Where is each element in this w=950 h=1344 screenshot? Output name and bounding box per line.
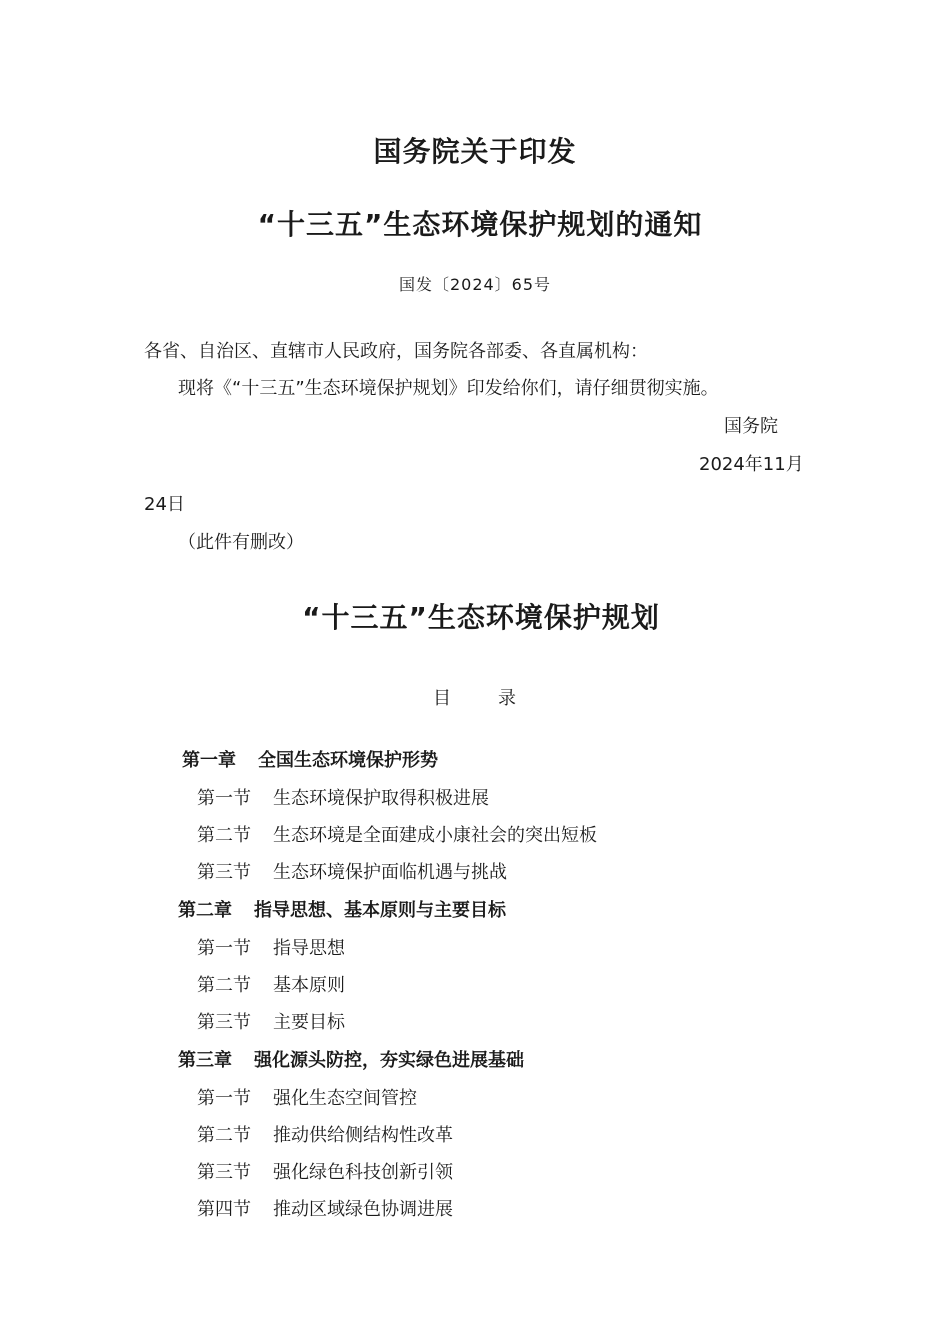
toc-heading-left: 目 xyxy=(433,688,452,709)
section-label: 第三节 xyxy=(197,1162,251,1183)
toc-section[interactable] xyxy=(197,1121,453,1147)
section-label: 第四节 xyxy=(197,1199,251,1220)
section-label: 第三节 xyxy=(197,1012,251,1033)
signer: 国务院 xyxy=(724,416,778,437)
section-label: 第二节 xyxy=(197,825,251,846)
section-label: 第一节 xyxy=(197,938,251,959)
toc-section[interactable] xyxy=(197,971,345,997)
chapter-label: 第二章 xyxy=(178,900,232,921)
chapter-title: 全国生态环境保护形势 xyxy=(258,750,438,771)
toc-section[interactable] xyxy=(197,934,345,960)
date-part1: 2024年11月 xyxy=(699,454,804,475)
date-part2: 24日 xyxy=(144,494,185,515)
toc-section[interactable] xyxy=(197,821,597,847)
notice-title-line1: 国务院关于印发 xyxy=(373,135,577,168)
section-title: 主要目标 xyxy=(273,1012,345,1033)
section-title: 生态环境保护取得积极进展 xyxy=(273,788,489,809)
section-title: 推动区域绿色协调进展 xyxy=(273,1199,453,1220)
section-label: 第三节 xyxy=(197,862,251,883)
section-title: 生态环境是全面建成小康社会的突出短板 xyxy=(273,825,597,846)
chapter-title: 指导思想、基本原则与主要目标 xyxy=(254,900,506,921)
section-title: 强化绿色科技创新引领 xyxy=(273,1162,453,1183)
toc-section[interactable] xyxy=(197,1158,453,1184)
section-title: 强化生态空间管控 xyxy=(273,1088,417,1109)
document-number: 国发〔2024〕65号 xyxy=(398,275,552,294)
section-label: 第二节 xyxy=(197,1125,251,1146)
chapter-title: 强化源头防控，夯实绿色进展基础 xyxy=(254,1050,524,1071)
section-title: 生态环境保护面临机遇与挑战 xyxy=(273,862,507,883)
section-title: 基本原则 xyxy=(273,975,345,996)
chapter-label: 第一章 xyxy=(182,750,236,771)
section-label: 第一节 xyxy=(197,788,251,809)
section-label: 第二节 xyxy=(197,975,251,996)
notice-paragraph: 现将《“十三五”生态环境保护规划》印发给你们，请仔细贯彻实施。 xyxy=(178,378,719,399)
chapter-label: 第三章 xyxy=(178,1050,232,1071)
toc-chapter[interactable] xyxy=(178,896,506,922)
toc-section[interactable] xyxy=(197,1195,453,1221)
toc-heading-right: 录 xyxy=(498,688,517,709)
toc-section[interactable] xyxy=(197,1008,345,1034)
notice-title-line2: “十三五”生态环境保护规划的通知 xyxy=(257,208,703,241)
toc-section[interactable] xyxy=(197,784,489,810)
addressee: 各省、自治区、直辖市人民政府，国务院各部委、各直属机构： xyxy=(144,341,648,362)
toc-heading xyxy=(0,684,950,710)
section-label: 第一节 xyxy=(197,1088,251,1109)
section-title: 推动供给侧结构性改革 xyxy=(273,1125,453,1146)
toc-section[interactable] xyxy=(197,1084,417,1110)
toc-section[interactable] xyxy=(197,858,507,884)
toc-chapter[interactable] xyxy=(178,1046,524,1072)
revision-note: （此件有删改） xyxy=(178,532,304,553)
section-title: 指导思想 xyxy=(273,938,345,959)
toc-chapter[interactable] xyxy=(182,746,438,772)
plan-title: “十三五”生态环境保护规划 xyxy=(302,601,660,634)
